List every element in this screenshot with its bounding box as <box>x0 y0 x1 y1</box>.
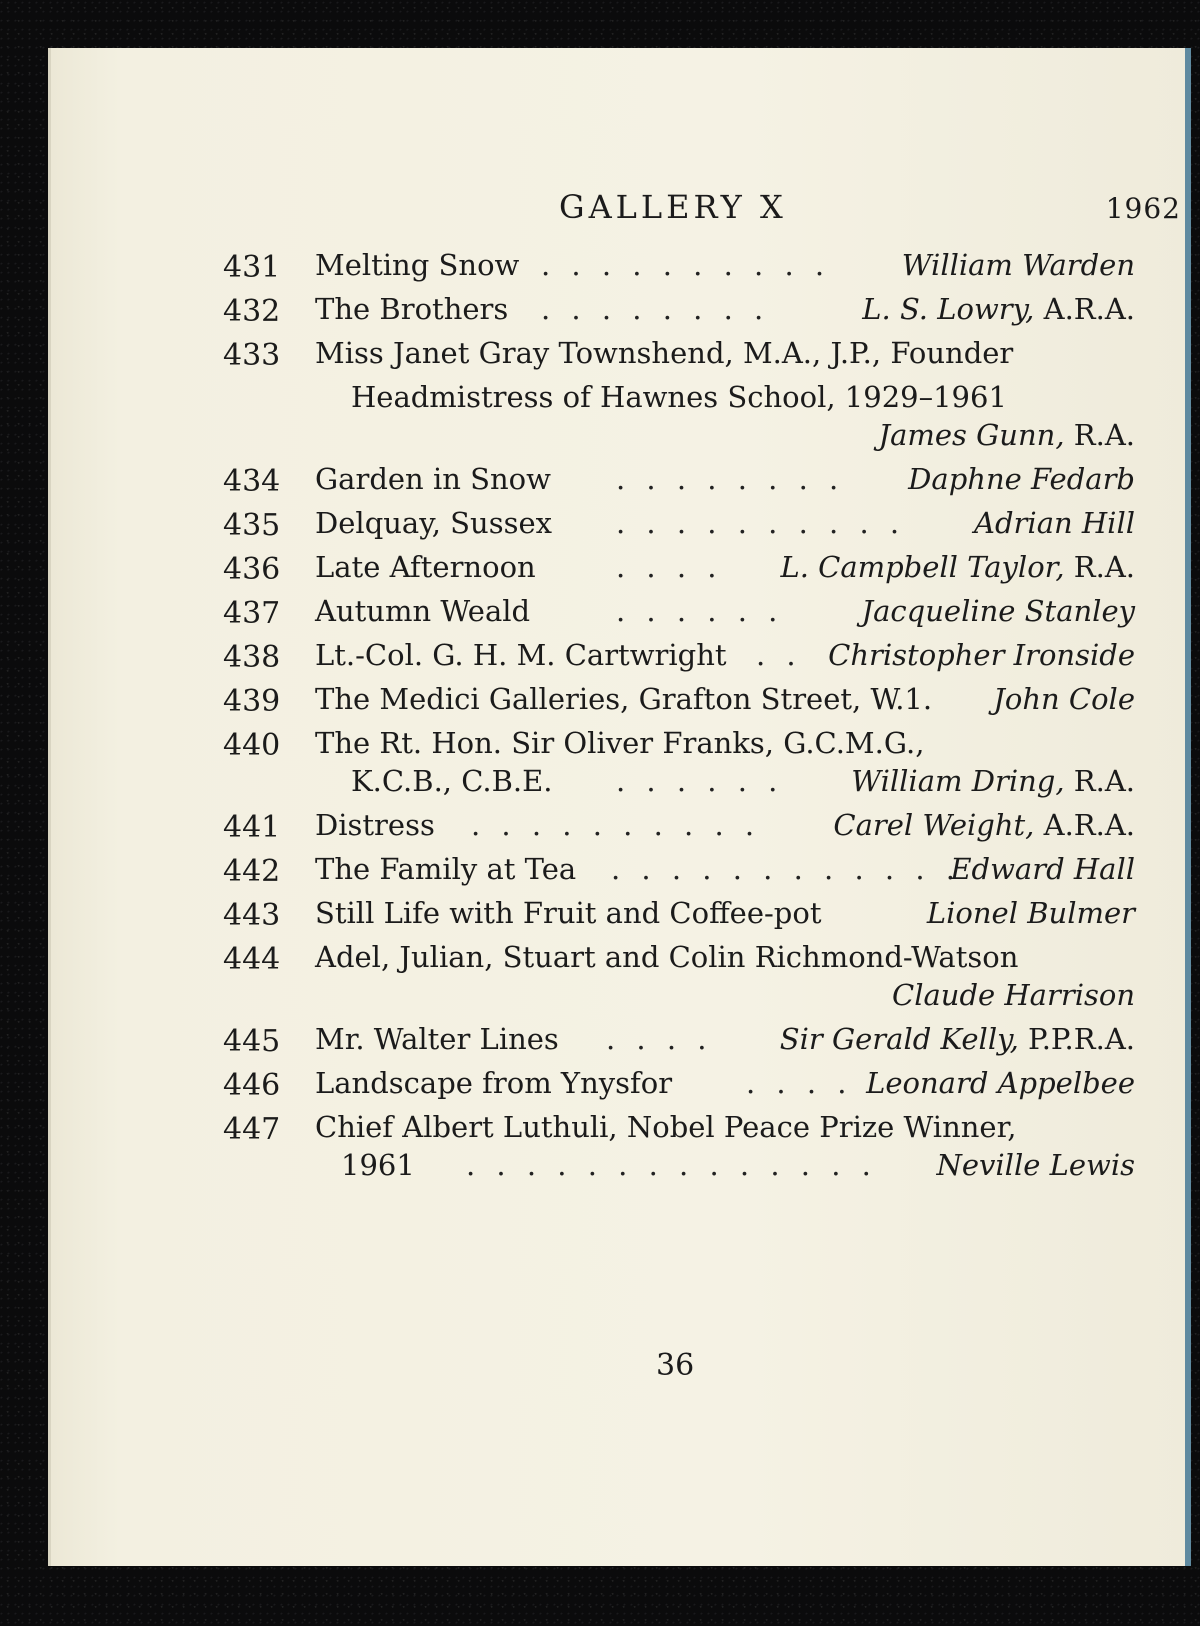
entry-title: Melting Snow <box>315 248 520 282</box>
entry-number: 439 <box>223 684 281 719</box>
entry-number: 434 <box>223 464 281 499</box>
catalogue-entry <box>51 336 1191 462</box>
artist-name: L. S. Lowry, <box>862 292 1035 326</box>
artist-name: William Dring, <box>851 764 1065 798</box>
entry-title: The Brothers <box>315 292 509 326</box>
artist-honor: P.P.R.A. <box>1018 1022 1135 1056</box>
entry-number: 442 <box>223 854 281 889</box>
artist-name: John Cole <box>993 682 1135 716</box>
dot-leader: . . . . <box>746 1066 853 1100</box>
catalogue-entry <box>51 940 1191 1022</box>
entry-title: Landscape from Ynysfor <box>315 1066 673 1100</box>
entry-number: 432 <box>223 294 281 329</box>
entry-number: 437 <box>223 596 281 631</box>
entry-artist <box>866 1066 1135 1100</box>
artist-honor: A.R.A. <box>1034 808 1135 842</box>
entry-artist <box>862 292 1135 326</box>
entry-number: 433 <box>223 338 281 373</box>
entry-title-continued: Headmistress of Hawnes School, 1929–1961 <box>351 380 1007 414</box>
entry-number: 435 <box>223 508 281 543</box>
artist-honor: A.R.A. <box>1034 292 1135 326</box>
entry-artist <box>851 764 1135 798</box>
entry-title: Late Afternoon <box>315 550 536 584</box>
entry-title: Miss Janet Gray Townshend, M.A., J.P., Founder <box>315 336 1014 370</box>
artist-name: Daphne Fedarb <box>908 462 1135 496</box>
entry-artist <box>908 462 1135 496</box>
artist-name: Claude Harrison <box>892 978 1135 1012</box>
artist-name: Neville Lewis <box>936 1148 1135 1182</box>
artist-name: Lionel Bulmer <box>926 896 1135 930</box>
dot-leader: . . . . . . <box>616 764 784 798</box>
catalogue-entry <box>51 550 1191 594</box>
entry-title: Adel, Julian, Stuart and Colin Richmond-Watson <box>315 940 1019 974</box>
artist-name: James Gunn, <box>878 418 1065 452</box>
dot-leader: . . <box>756 638 802 672</box>
entry-title: Chief Albert Luthuli, Nobel Peace Prize Winner, <box>315 1110 1017 1144</box>
entry-artist <box>892 978 1135 1012</box>
catalogue-entry <box>51 1110 1191 1192</box>
catalogue-entry <box>51 248 1191 292</box>
dot-leader: . . . . . . . . <box>541 292 770 326</box>
catalogue-entry <box>51 896 1191 940</box>
artist-honor: R.A. <box>1064 764 1135 798</box>
entry-title: The Rt. Hon. Sir Oliver Franks, G.C.M.G., <box>315 726 925 760</box>
entry-number: 447 <box>223 1112 281 1147</box>
entry-number: 440 <box>223 728 281 763</box>
entry-number: 445 <box>223 1024 281 1059</box>
dot-leader: . . . . <box>616 550 723 584</box>
artist-name: Jacqueline Stanley <box>861 594 1135 628</box>
entry-artist <box>974 506 1135 540</box>
entry-artist <box>780 1022 1135 1056</box>
entry-artist <box>780 550 1135 584</box>
catalogue-entry <box>51 1022 1191 1066</box>
entry-number: 441 <box>223 810 281 845</box>
entry-number: 436 <box>223 552 281 587</box>
dot-leader: . . . . . . . . . . . . <box>611 852 962 886</box>
catalogue-entry <box>51 462 1191 506</box>
entry-number: 444 <box>223 942 281 977</box>
catalogue-entry <box>51 292 1191 336</box>
entry-number: 446 <box>223 1068 281 1103</box>
dot-leader: . . . . . . <box>616 594 784 628</box>
catalogue-entry <box>51 726 1191 808</box>
entry-number: 443 <box>223 898 281 933</box>
entry-title: Garden in Snow <box>315 462 551 496</box>
gallery-title: GALLERY X <box>559 188 787 226</box>
artist-honor: R.A. <box>1064 418 1135 452</box>
artist-name: Adrian Hill <box>974 506 1135 540</box>
entry-artist <box>950 852 1135 886</box>
book-page <box>48 48 1191 1566</box>
entry-title: The Family at Tea <box>315 852 577 886</box>
dot-leader: . . . . . . . . . . <box>616 506 906 540</box>
entry-artist <box>833 808 1135 842</box>
entry-title: Delquay, Sussex <box>315 506 553 540</box>
catalogue-entry <box>51 682 1191 726</box>
dot-leader: . . . . . . . . . . <box>541 248 831 282</box>
catalogue-entry <box>51 808 1191 852</box>
catalogue-entry <box>51 1066 1191 1110</box>
entry-artist <box>902 248 1135 282</box>
catalogue-entry <box>51 594 1191 638</box>
entry-artist <box>936 1148 1135 1182</box>
artist-name: William Warden <box>901 248 1135 282</box>
dot-leader: . . . . . . . . <box>616 462 845 496</box>
artist-name: L. Campbell Taylor, <box>780 550 1065 584</box>
artist-name: Sir Gerald Kelly, <box>779 1022 1019 1056</box>
entry-title-continued: K.C.B., C.B.E. <box>351 764 553 798</box>
entry-artist <box>862 594 1135 628</box>
entry-artist <box>993 682 1135 716</box>
entry-artist <box>878 418 1135 452</box>
dot-leader: . . . . <box>606 1022 713 1056</box>
entry-title-continued: 1961 <box>341 1148 415 1182</box>
catalogue-entry <box>51 638 1191 682</box>
artist-name: Leonard Appelbee <box>866 1066 1135 1100</box>
catalogue-entry <box>51 852 1191 896</box>
entry-title: Lt.-Col. G. H. M. Cartwright <box>315 638 727 672</box>
artist-honor: R.A. <box>1064 550 1135 584</box>
year: 1962 <box>1105 192 1181 225</box>
catalogue-entry <box>51 506 1191 550</box>
dot-leader: . . . . . . . . . . . . . . <box>466 1148 877 1182</box>
catalogue-entries <box>51 248 1191 1192</box>
page-number: 36 <box>656 1348 695 1383</box>
entry-artist <box>828 638 1135 672</box>
entry-title: The Medici Galleries, Grafton Street, W.1. <box>315 682 933 716</box>
entry-title: Still Life with Fruit and Coffee-pot <box>315 896 822 930</box>
artist-name: Carel Weight, <box>833 808 1035 842</box>
entry-title: Distress <box>315 808 435 842</box>
entry-number: 431 <box>223 250 281 285</box>
entry-title: Autumn Weald <box>315 594 531 628</box>
entry-artist <box>927 896 1135 930</box>
dot-leader: . . . . . . . . . . <box>471 808 761 842</box>
entry-title: Mr. Walter Lines <box>315 1022 559 1056</box>
entry-number: 438 <box>223 640 281 675</box>
artist-name: Christopher Ironside <box>828 638 1135 672</box>
artist-name: Edward Hall <box>950 852 1135 886</box>
